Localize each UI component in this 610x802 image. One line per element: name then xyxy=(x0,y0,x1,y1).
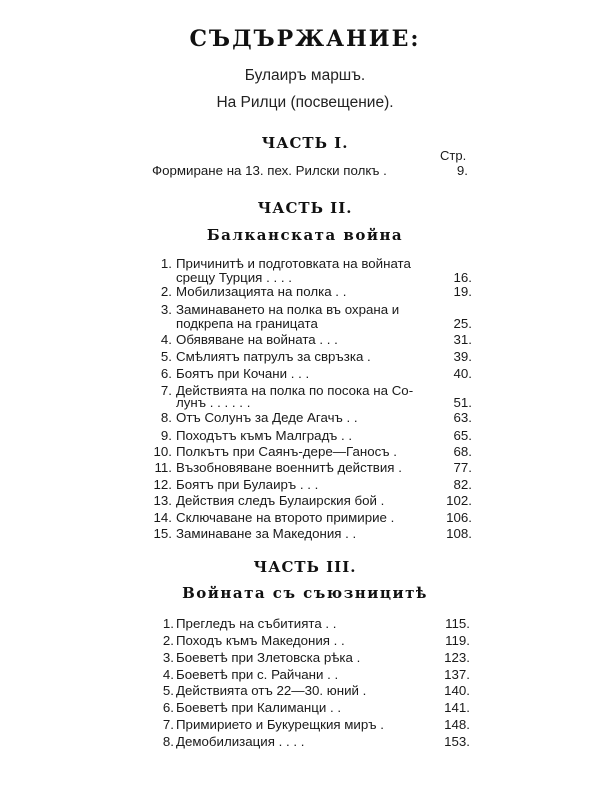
entry-page: 140. xyxy=(444,683,470,698)
entry-page: 16. xyxy=(453,270,472,285)
entry-number: 15. xyxy=(153,526,172,541)
entry-page: 106. xyxy=(446,510,472,525)
entry-page: 63. xyxy=(453,410,472,425)
toc-entry xyxy=(0,348,610,366)
part-1-heading: ЧАСТЬ I. xyxy=(261,134,349,152)
entry-page: 51. xyxy=(453,395,472,410)
entry-text: Формиране на 13. пех. Рилски полкъ . xyxy=(152,163,387,178)
toc-entry xyxy=(0,525,610,543)
entry-text: Демобилизация . . . . xyxy=(176,734,305,749)
entry-number: 4. xyxy=(160,332,172,347)
toc-entry xyxy=(0,632,610,650)
entry-page: 153. xyxy=(444,734,470,749)
entry-text: Действията отъ 22—30. юний . xyxy=(176,683,367,698)
front-item-march: Булаиръ маршъ. xyxy=(244,67,366,84)
entry-text: Смѣлиятъ патрулъ за свръзка . xyxy=(176,349,371,364)
front-item-dedication: На Рилци (посвещение). xyxy=(216,94,394,111)
toc-entry xyxy=(0,492,610,510)
entry-number: 8. xyxy=(162,734,174,749)
toc-entry xyxy=(0,409,610,427)
entry-text: лунъ . . . . . . xyxy=(176,395,251,410)
entry-page: 115. xyxy=(445,616,470,631)
entry-text: Възобновяване военнитѣ действия . xyxy=(176,460,402,475)
part-2-heading: ЧАСТЬ II. xyxy=(257,199,353,217)
entry-text: Прегледъ на събитията . . xyxy=(176,616,337,631)
entry-text: Отъ Солунъ за Деде Агачъ . . xyxy=(176,410,358,425)
entry-text: подкрепа на границата xyxy=(176,316,318,331)
entry-text: Примирието и Букурещкия миръ . xyxy=(176,717,384,732)
entry-page: 123. xyxy=(444,650,470,665)
entry-number: 10. xyxy=(153,444,172,459)
entry-page: 141. xyxy=(444,700,470,715)
page-column-label: Стр. xyxy=(440,148,467,163)
entry-text: Действията на полка по посока на Со- xyxy=(176,383,414,398)
toc-entry xyxy=(0,459,610,477)
toc-entry xyxy=(0,649,610,667)
entry-text: Походътъ къмъ Малградъ . . xyxy=(176,428,353,443)
entry-number: 3. xyxy=(160,302,172,317)
toc-entry xyxy=(0,283,610,301)
entry-number: 7. xyxy=(160,383,172,398)
entry-page: 19. xyxy=(453,284,472,299)
entry-number: 12. xyxy=(153,477,172,492)
entry-page: 40. xyxy=(453,366,472,381)
entry-text: Заминаването на полка въ охрана и xyxy=(176,302,400,317)
toc-entry xyxy=(0,615,610,633)
page-title: СЪДЪРЖАНИЕ: xyxy=(189,26,421,52)
entry-text: Боятъ при Булаиръ . . . xyxy=(176,477,319,492)
entry-number: 9. xyxy=(160,428,172,443)
entry-page: 77. xyxy=(453,460,472,475)
entry-page: 9. xyxy=(456,163,468,178)
entry-text: Действия следъ Булаирския бой . xyxy=(176,493,385,508)
entry-text: Мобилизацията на полка . . xyxy=(176,284,347,299)
entry-text: Причинитѣ и подготовката на войната xyxy=(176,256,411,271)
entry-text: Сключаване на второто примирие . xyxy=(176,510,395,525)
entry-number: 7. xyxy=(162,717,174,732)
entry-number: 14. xyxy=(153,510,172,525)
entry-number: 3. xyxy=(162,650,174,665)
entry-number: 8. xyxy=(160,410,172,425)
entry-page: 137. xyxy=(444,667,470,682)
entry-text: Боеветѣ при Злетовска рѣка . xyxy=(176,650,361,665)
part-2-section-title: Балканската война xyxy=(206,226,404,244)
entry-number: 5. xyxy=(160,349,172,364)
toc-entry xyxy=(0,733,610,751)
entry-number: 1. xyxy=(160,256,172,271)
entry-number: 4. xyxy=(162,667,174,682)
entry-text: Боеветѣ при с. Райчани . . xyxy=(176,667,339,682)
entry-page: 68. xyxy=(453,444,472,459)
entry-page: 82. xyxy=(453,477,472,492)
toc-entry xyxy=(0,682,610,700)
entry-page: 65. xyxy=(453,428,472,443)
entry-page: 119. xyxy=(445,633,470,648)
entry-number: 13. xyxy=(153,493,172,508)
entry-page: 102. xyxy=(446,493,472,508)
entry-number: 2. xyxy=(160,284,172,299)
toc-entry xyxy=(0,365,610,383)
toc-entry xyxy=(0,331,610,349)
entry-number: 6. xyxy=(162,700,174,715)
entry-text: Обявяване на войната . . . xyxy=(176,332,338,347)
entry-text: Походъ къмъ Македония . . xyxy=(176,633,345,648)
entry-number: 2. xyxy=(162,633,174,648)
entry-number: 6. xyxy=(160,366,172,381)
entry-number: 11. xyxy=(154,460,172,475)
entry-text: Боятъ при Кочани . . . xyxy=(176,366,310,381)
part-3-heading: ЧАСТЬ III. xyxy=(253,558,357,576)
entry-text: Заминаване за Македония . . xyxy=(176,526,357,541)
entry-page: 39. xyxy=(453,349,472,364)
toc-entry xyxy=(0,699,610,717)
entry-number: 1. xyxy=(162,616,174,631)
entry-page: 148. xyxy=(444,717,470,732)
entry-text: Полкътъ при Саянъ-дере—Ганосъ . xyxy=(176,444,397,459)
part-3-section-title: Войната съ съюзницитѣ xyxy=(182,584,428,602)
entry-page: 25. xyxy=(453,316,472,331)
toc-entry xyxy=(0,716,610,734)
entry-page: 31. xyxy=(453,332,472,347)
entry-text: Боеветѣ при Калиманци . . xyxy=(176,700,342,715)
entry-page: 108. xyxy=(446,526,472,541)
entry-text: срещу Турция . . . . xyxy=(176,270,292,285)
entry-number: 5. xyxy=(162,683,174,698)
part-1-entry xyxy=(0,162,610,180)
